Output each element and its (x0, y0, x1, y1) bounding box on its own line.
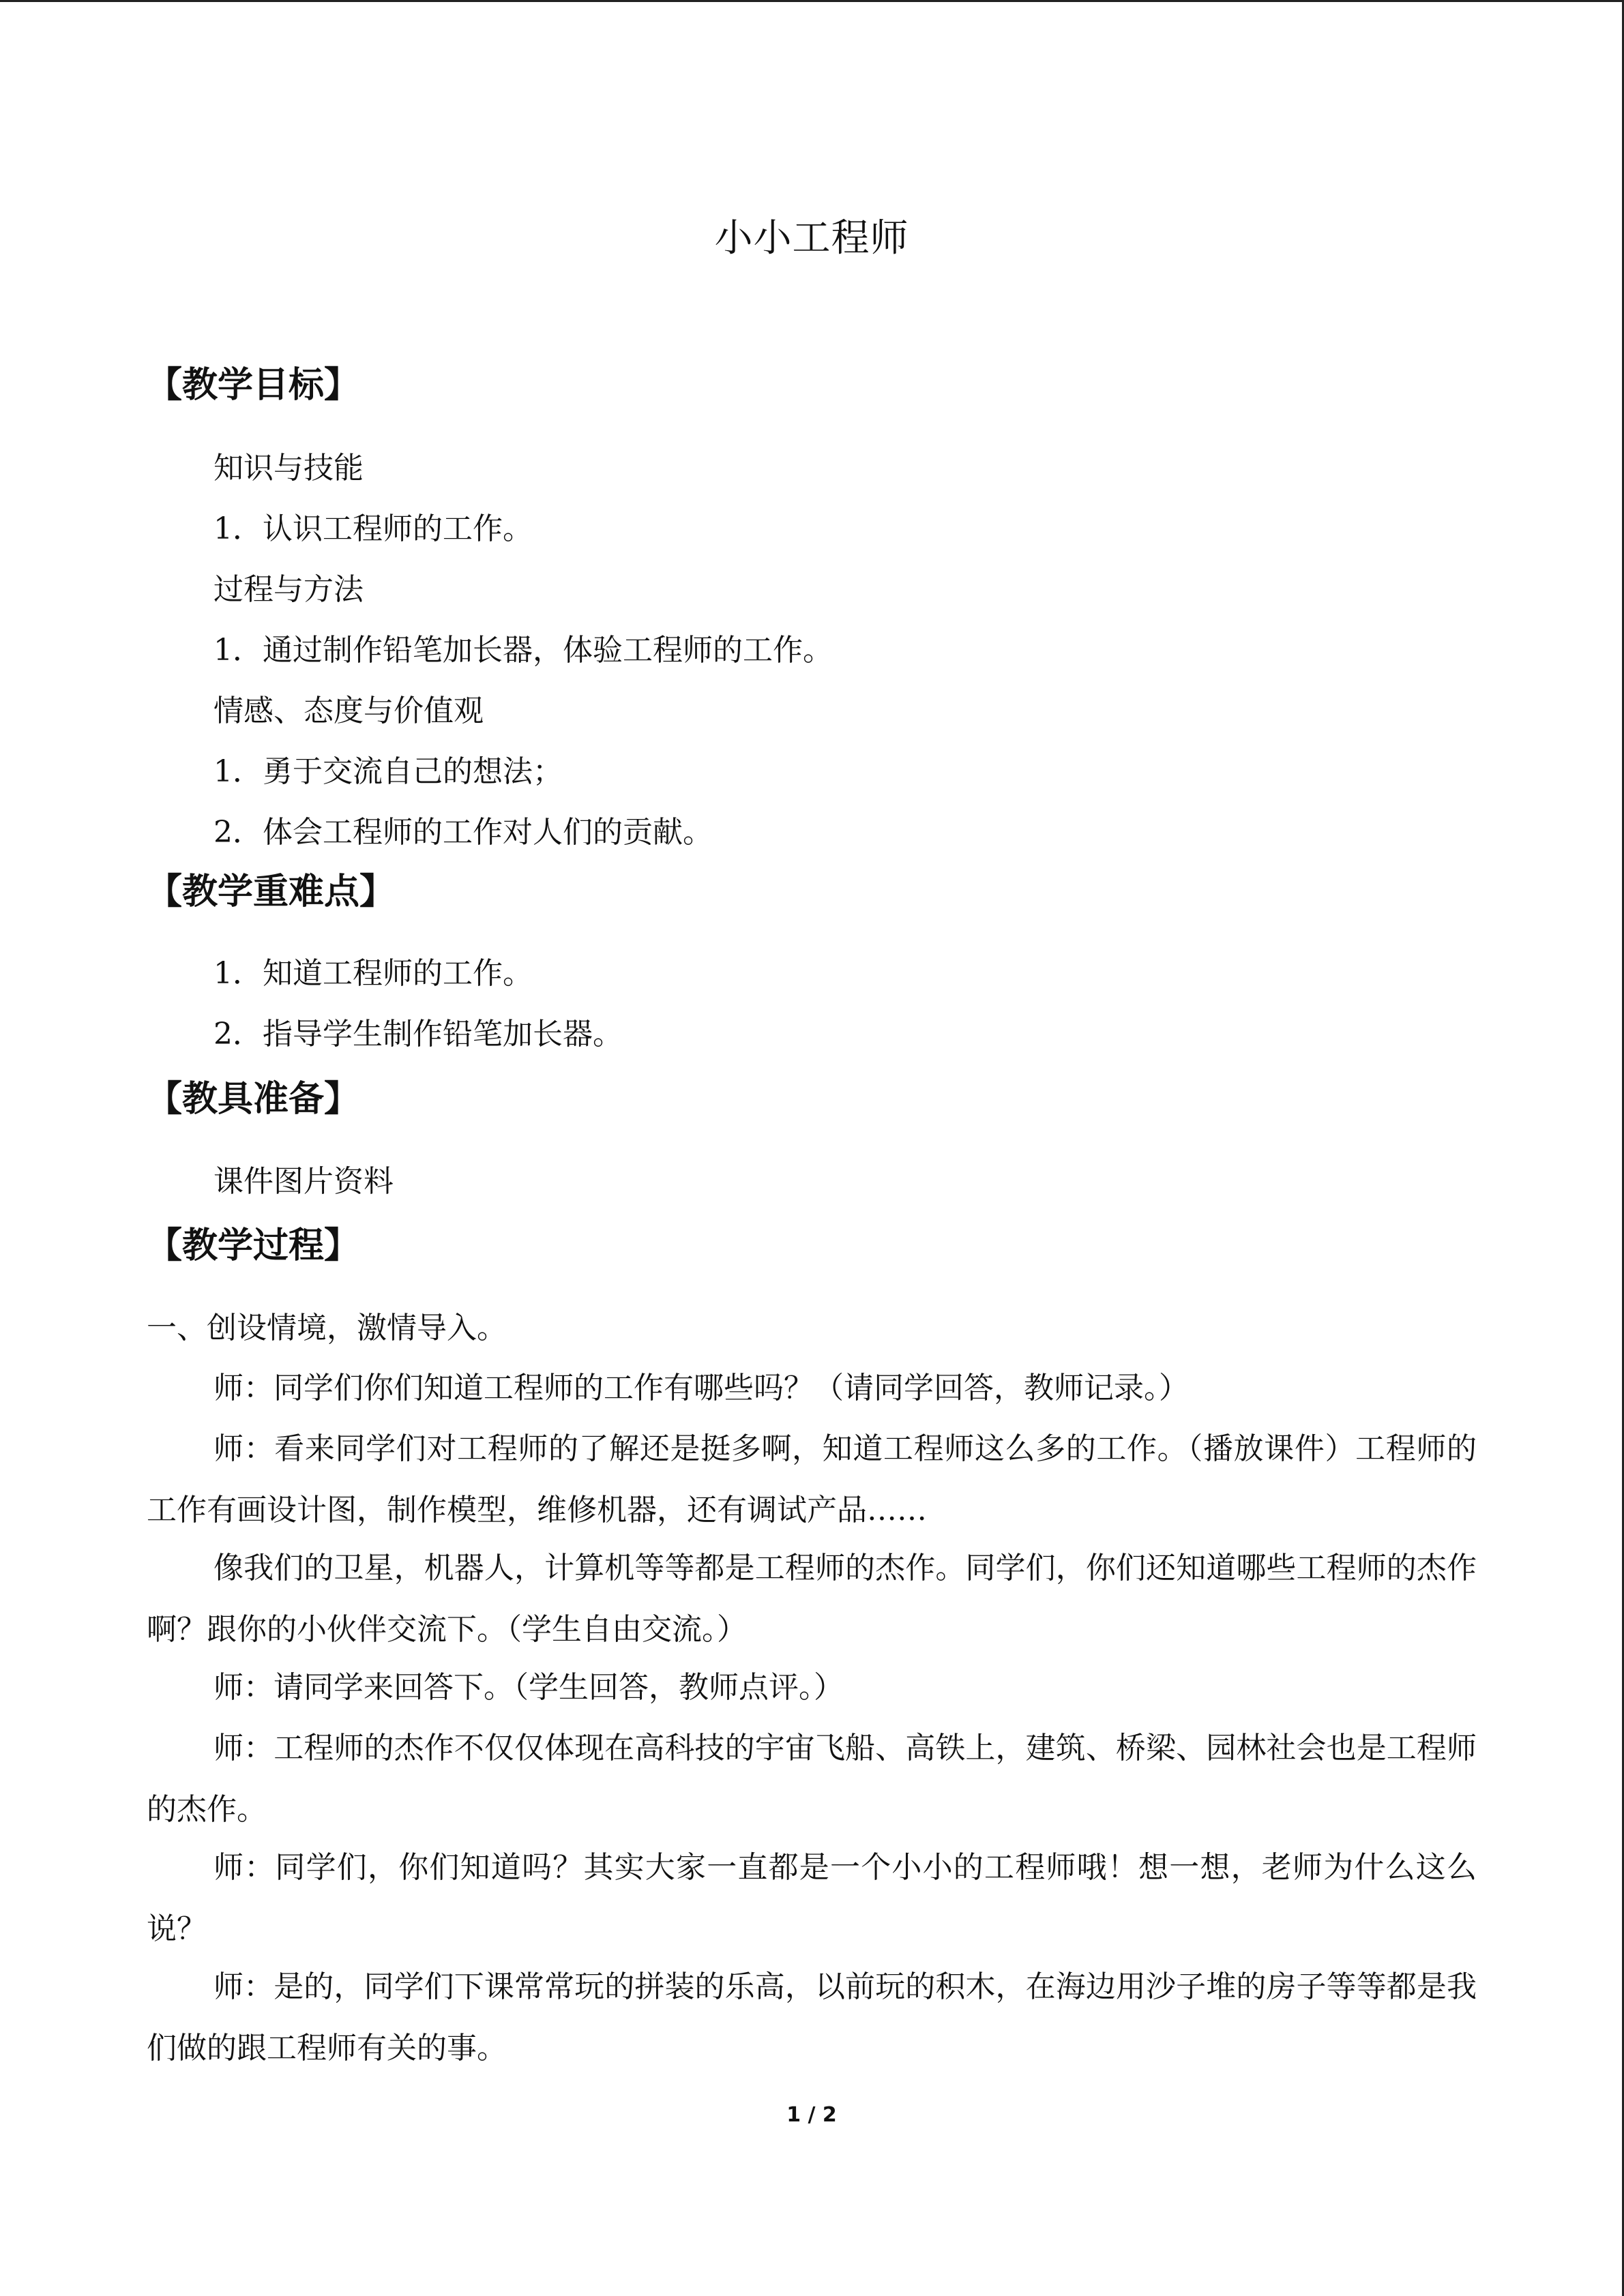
page-top-border (0, 0, 1624, 2)
goal-line: 过程与方法 (213, 572, 364, 607)
goal-line: 2．体会工程师的工作对人们的贡献。 (213, 815, 713, 850)
goal-line: 情感、态度与价值观 (213, 694, 484, 728)
process-paragraph: 师：同学们，你们知道吗？其实大家一直都是一个小小的工程师哦！想一想，老师为什么这么说？ (147, 1850, 1477, 1946)
process-paragraph: 师：看来同学们对工程师的了解还是挺多啊，知道工程师这么多的工作。（播放课件）工程师的工作有画设计图，制作模型，维修机器，还有调试产品…… (147, 1431, 1477, 1527)
section-heading-process: 【教学过程】 (147, 1225, 360, 1266)
process-paragraph: 师：工程师的杰作不仅仅体现在高科技的宇宙飞船、高铁上，建筑、桥梁、园林社会也是工程师的杰作。 (147, 1731, 1477, 1827)
page-number: 1 / 2 (786, 2103, 837, 2127)
key-point-line: 1．知道工程师的工作。 (213, 956, 533, 991)
process-paragraph: 师：同学们你们知道工程师的工作有哪些吗？（请同学回答，教师记录。） (213, 1371, 1189, 1405)
section-heading-materials: 【教具准备】 (147, 1079, 360, 1120)
process-paragraph: 师：是的，同学们下课常常玩的拼装的乐高，以前玩的积木，在海边用沙子堆的房子等等都是我们做的跟工程师有关的事。 (147, 1969, 1477, 2066)
goal-line: 1．勇于交流自己的想法； (213, 754, 563, 789)
section-heading-goals: 【教学目标】 (147, 365, 360, 406)
goal-line: 1．通过制作铅笔加长器，体验工程师的工作。 (213, 633, 833, 668)
goal-line: 知识与技能 (213, 451, 364, 486)
section-heading-key-points: 【教学重难点】 (147, 871, 396, 912)
goal-line: 1．认识工程师的工作。 (213, 511, 533, 546)
process-paragraph: 像我们的卫星，机器人，计算机等等都是工程师的杰作。同学们，你们还知道哪些工程师的杰作啊？跟你的小伙伴交流下。（学生自由交流。） (147, 1551, 1477, 1647)
process-paragraph: 师：请同学来回答下。（学生回答，教师点评。） (213, 1670, 844, 1705)
key-point-line: 2．指导学生制作铅笔加长器。 (213, 1017, 623, 1052)
materials-line: 课件图片资料 (213, 1164, 394, 1199)
document-title: 小小工程师 (714, 216, 909, 260)
process-step-heading: 一、创设情境，激情导入。 (147, 1311, 507, 1345)
